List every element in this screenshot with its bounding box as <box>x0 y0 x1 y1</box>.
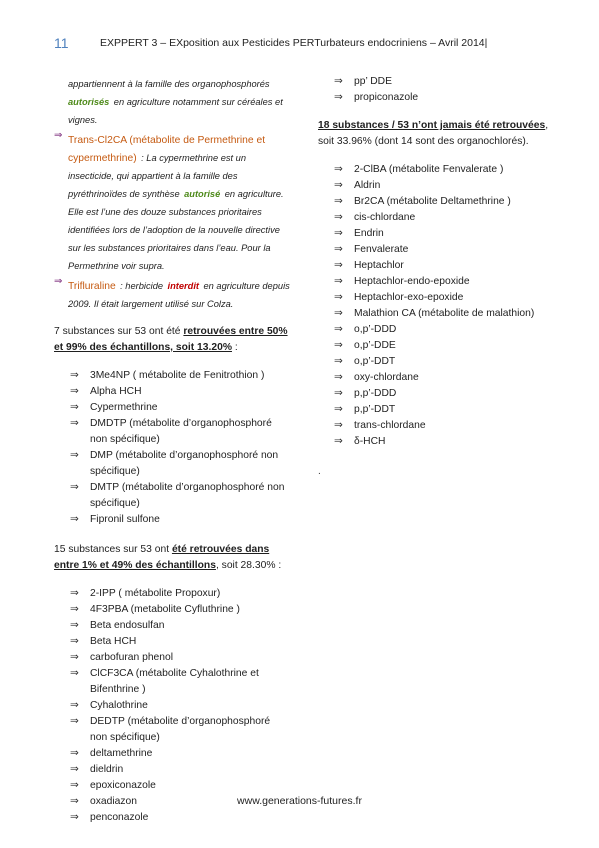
list-item-text: Cyhalothrine <box>90 700 148 711</box>
trifluraline-text-1: : herbicide <box>120 281 164 291</box>
section-50-99-emphasis: retrouvées entre 50% et 99% des échantillons, soit 13.20% <box>54 326 288 353</box>
trans-cl2ca-entry <box>54 130 290 274</box>
list-item-text: Heptachlor-endo-epoxide <box>354 276 470 287</box>
list-item <box>70 698 290 714</box>
list-item <box>70 746 290 762</box>
double-arrow-icon: ⇒ <box>334 404 343 415</box>
double-arrow-icon: ⇒ <box>334 164 343 175</box>
list-item <box>334 338 558 354</box>
trifluraline-text-2: en agriculture depuis 2009. Il était largement utilisé sur Colza. <box>68 281 290 309</box>
double-arrow-icon: ⇒ <box>70 604 79 615</box>
list-item-text: Br2CA (métabolite Deltamethrine ) <box>354 196 511 207</box>
list-item-text: p,p’-DDT <box>354 404 396 415</box>
list-item <box>334 418 558 434</box>
intro-paragraph <box>54 74 290 128</box>
double-arrow-icon: ⇒ <box>334 276 343 287</box>
list-item <box>334 306 558 322</box>
list-item <box>70 634 290 650</box>
list-item-text: Alpha HCH <box>90 386 142 397</box>
double-arrow-icon: ⇒ <box>334 196 343 207</box>
double-arrow-icon: ⇒ <box>70 700 79 711</box>
list-item <box>70 416 290 448</box>
section-1-49-pre: 15 substances sur 53 ont <box>54 544 170 555</box>
list-item-text: cis-chlordane <box>354 212 416 223</box>
list-item <box>334 290 558 306</box>
list-item-text: Heptachlor <box>354 260 404 271</box>
list-item-text: 2-ClBA (métabolite Fenvalerate ) <box>354 164 504 175</box>
list-item-text: 3Me4NP ( métabolite de Fenitrothion ) <box>90 370 265 381</box>
list-item-text: o,p’-DDT <box>354 356 396 367</box>
trans-cl2ca-name: Trans-Cl2CA (métabolite de Permethrine et cypermethrine) <box>68 135 266 164</box>
list-item <box>70 480 290 512</box>
section-never-found-heading <box>318 118 558 150</box>
double-arrow-icon: ⇒ <box>334 340 343 351</box>
list-item <box>334 226 558 242</box>
list-item <box>70 448 290 480</box>
list-item-text: ClCF3CA (métabolite Cyhalothrine et Bifenthrine ) <box>90 668 259 695</box>
double-arrow-icon: ⇒ <box>334 420 343 431</box>
double-arrow-icon: ⇒ <box>70 386 79 397</box>
page-number: 11 <box>54 35 69 51</box>
section-1-49-heading <box>54 542 290 574</box>
double-arrow-icon: ⇒ <box>70 716 79 727</box>
intro-text-2: en agriculture notamment sur céréales et vignes. <box>68 97 283 125</box>
list-item <box>334 258 558 274</box>
list-item <box>334 90 558 106</box>
list-item <box>334 242 558 258</box>
double-arrow-icon: ⇒ <box>334 212 343 223</box>
list-item-text: Malathion CA (métabolite de malathion) <box>354 308 535 319</box>
trifluraline-entry <box>54 276 290 312</box>
list-item <box>70 400 290 416</box>
list-item <box>70 618 290 634</box>
section-50-99-pre: 7 substances sur 53 ont été <box>54 326 181 337</box>
list-item-text: Aldrin <box>354 180 381 191</box>
list-item <box>334 386 558 402</box>
double-arrow-icon: ⇒ <box>70 764 79 775</box>
double-arrow-icon: ⇒ <box>334 324 343 335</box>
section-never-found-post: , soit 33.96% (dont 14 sont des organochlorés). <box>318 120 549 147</box>
section-1-49-post: , soit 28.30% : <box>215 560 282 571</box>
page-header <box>54 37 559 53</box>
list-item-text: o,p’-DDD <box>354 324 397 335</box>
list-item-text: DMP (métabolite d’organophosphoré non spécifique) <box>90 450 279 477</box>
left-column <box>54 74 290 826</box>
list-item-text: 2-IPP ( métabolite Propoxur) <box>90 588 221 599</box>
list-item <box>70 762 290 778</box>
list-item-text: epoxiconazole <box>90 780 156 791</box>
list-item-text: δ-HCH <box>354 436 386 447</box>
footer-url: www.generations-futures.fr <box>237 795 362 807</box>
list-item-text: p,p’-DDD <box>354 388 397 399</box>
double-arrow-icon: ⇒ <box>54 130 63 141</box>
section-50-99-heading <box>54 324 290 356</box>
list-item-text: penconazole <box>90 812 149 823</box>
list-item <box>334 322 558 338</box>
intro-text-1: appartiennent à la famille des organophosphorés <box>68 79 270 89</box>
authorized-label: autorisés <box>68 97 110 107</box>
list-item-text: DMTP (métabolite d’organophosphoré non spécifique) <box>90 482 285 509</box>
trans-cl2ca-text-1: : La cypermethrine est un insecticide, qui appartient à la famille des pyréthrinoïdes de synthèse <box>68 153 247 199</box>
trifluraline-name: Trifluraline <box>68 281 116 292</box>
list-item <box>334 194 558 210</box>
double-arrow-icon: ⇒ <box>70 482 79 493</box>
right-column <box>318 74 558 477</box>
double-arrow-icon: ⇒ <box>334 76 343 87</box>
list-item <box>70 778 290 794</box>
double-arrow-icon: ⇒ <box>70 812 79 823</box>
list-item <box>70 586 290 602</box>
list-item-text: Endrin <box>354 228 384 239</box>
list-50-99 <box>54 368 290 528</box>
section-50-99-post: : <box>231 342 238 353</box>
forbidden-label: interdit <box>167 281 200 291</box>
list-item <box>70 602 290 618</box>
list-item <box>334 354 558 370</box>
list-item-text: oxy-chlordane <box>354 372 419 383</box>
double-arrow-icon: ⇒ <box>334 436 343 447</box>
list-item <box>70 810 290 826</box>
list-item <box>70 650 290 666</box>
double-arrow-icon: ⇒ <box>334 308 343 319</box>
list-item-text: trans-chlordane <box>354 420 426 431</box>
list-item <box>334 162 558 178</box>
list-item <box>334 434 558 450</box>
double-arrow-icon: ⇒ <box>70 652 79 663</box>
trans-cl2ca-text-2: en agriculture. Elle est l’une des douze substances prioritaires identifiées lors de l’adoption de la nouvelle directive sur les substances prioritaires dans l’eau. Pour la Permethrine voir supra. <box>68 189 284 271</box>
list-item-text: Beta HCH <box>90 636 137 647</box>
list-item-text: propiconazole <box>354 92 419 103</box>
list-item-text: dieldrin <box>90 764 124 775</box>
double-arrow-icon: ⇒ <box>334 388 343 399</box>
list-item <box>70 512 290 528</box>
document-title: EXPPERT 3 – EXposition aux Pesticides PERTurbateurs endocriniens – Avril 2014| <box>100 37 488 49</box>
double-arrow-icon: ⇒ <box>70 402 79 413</box>
list-item-text: Fipronil sulfone <box>90 514 160 525</box>
list-item-text: oxadiazon <box>90 796 137 807</box>
double-arrow-icon: ⇒ <box>334 180 343 191</box>
double-arrow-icon: ⇒ <box>334 260 343 271</box>
double-arrow-icon: ⇒ <box>70 668 79 679</box>
list-item <box>334 402 558 418</box>
list-item-text: DEDTP (métabolite d’organophosphoré non spécifique) <box>90 716 271 743</box>
list-1-49 <box>54 586 290 826</box>
list-item <box>334 274 558 290</box>
list-item <box>70 384 290 400</box>
double-arrow-icon: ⇒ <box>70 620 79 631</box>
section-1-49-emphasis: été retrouvées dans entre 1% et 49% des échantillons <box>54 544 270 571</box>
double-arrow-icon: ⇒ <box>334 244 343 255</box>
double-arrow-icon: ⇒ <box>70 780 79 791</box>
list-item-text: 4F3PBA (metabolite Cyfluthrine ) <box>90 604 240 615</box>
section-never-found-emphasis: 18 substances / 53 n’ont jamais été retrouvées <box>318 120 546 131</box>
continued-list <box>318 74 558 106</box>
double-arrow-icon: ⇒ <box>334 92 343 103</box>
double-arrow-icon: ⇒ <box>70 450 79 461</box>
list-never-found <box>318 162 558 450</box>
list-item <box>334 370 558 386</box>
list-item-text: carbofuran phenol <box>90 652 174 663</box>
list-item-text: pp’ DDE <box>354 76 392 87</box>
list-item-text: o,p’-DDE <box>354 340 396 351</box>
double-arrow-icon: ⇒ <box>70 514 79 525</box>
double-arrow-icon: ⇒ <box>70 748 79 759</box>
double-arrow-icon: ⇒ <box>334 228 343 239</box>
list-item <box>70 368 290 384</box>
list-item <box>334 178 558 194</box>
list-item-text: deltamethrine <box>90 748 153 759</box>
double-arrow-icon: ⇒ <box>334 372 343 383</box>
double-arrow-icon: ⇒ <box>70 588 79 599</box>
list-item <box>70 666 290 698</box>
double-arrow-icon: ⇒ <box>54 276 63 287</box>
double-arrow-icon: ⇒ <box>70 418 79 429</box>
double-arrow-icon: ⇒ <box>70 636 79 647</box>
authorized-label: autorisé <box>184 189 221 199</box>
double-arrow-icon: ⇒ <box>70 796 79 807</box>
list-item-text: Heptachlor-exo-epoxide <box>354 292 464 303</box>
list-item <box>70 714 290 746</box>
list-item-text: Fenvalerate <box>354 244 409 255</box>
double-arrow-icon: ⇒ <box>334 356 343 367</box>
list-item-text: Cypermethrine <box>90 402 158 413</box>
stray-mark: . <box>318 466 321 477</box>
list-item-text: DMDTP (métabolite d’organophosphoré non spécifique) <box>90 418 272 445</box>
list-item <box>334 210 558 226</box>
list-item <box>334 74 558 90</box>
list-item-text: Beta endosulfan <box>90 620 165 631</box>
double-arrow-icon: ⇒ <box>70 370 79 381</box>
double-arrow-icon: ⇒ <box>334 292 343 303</box>
